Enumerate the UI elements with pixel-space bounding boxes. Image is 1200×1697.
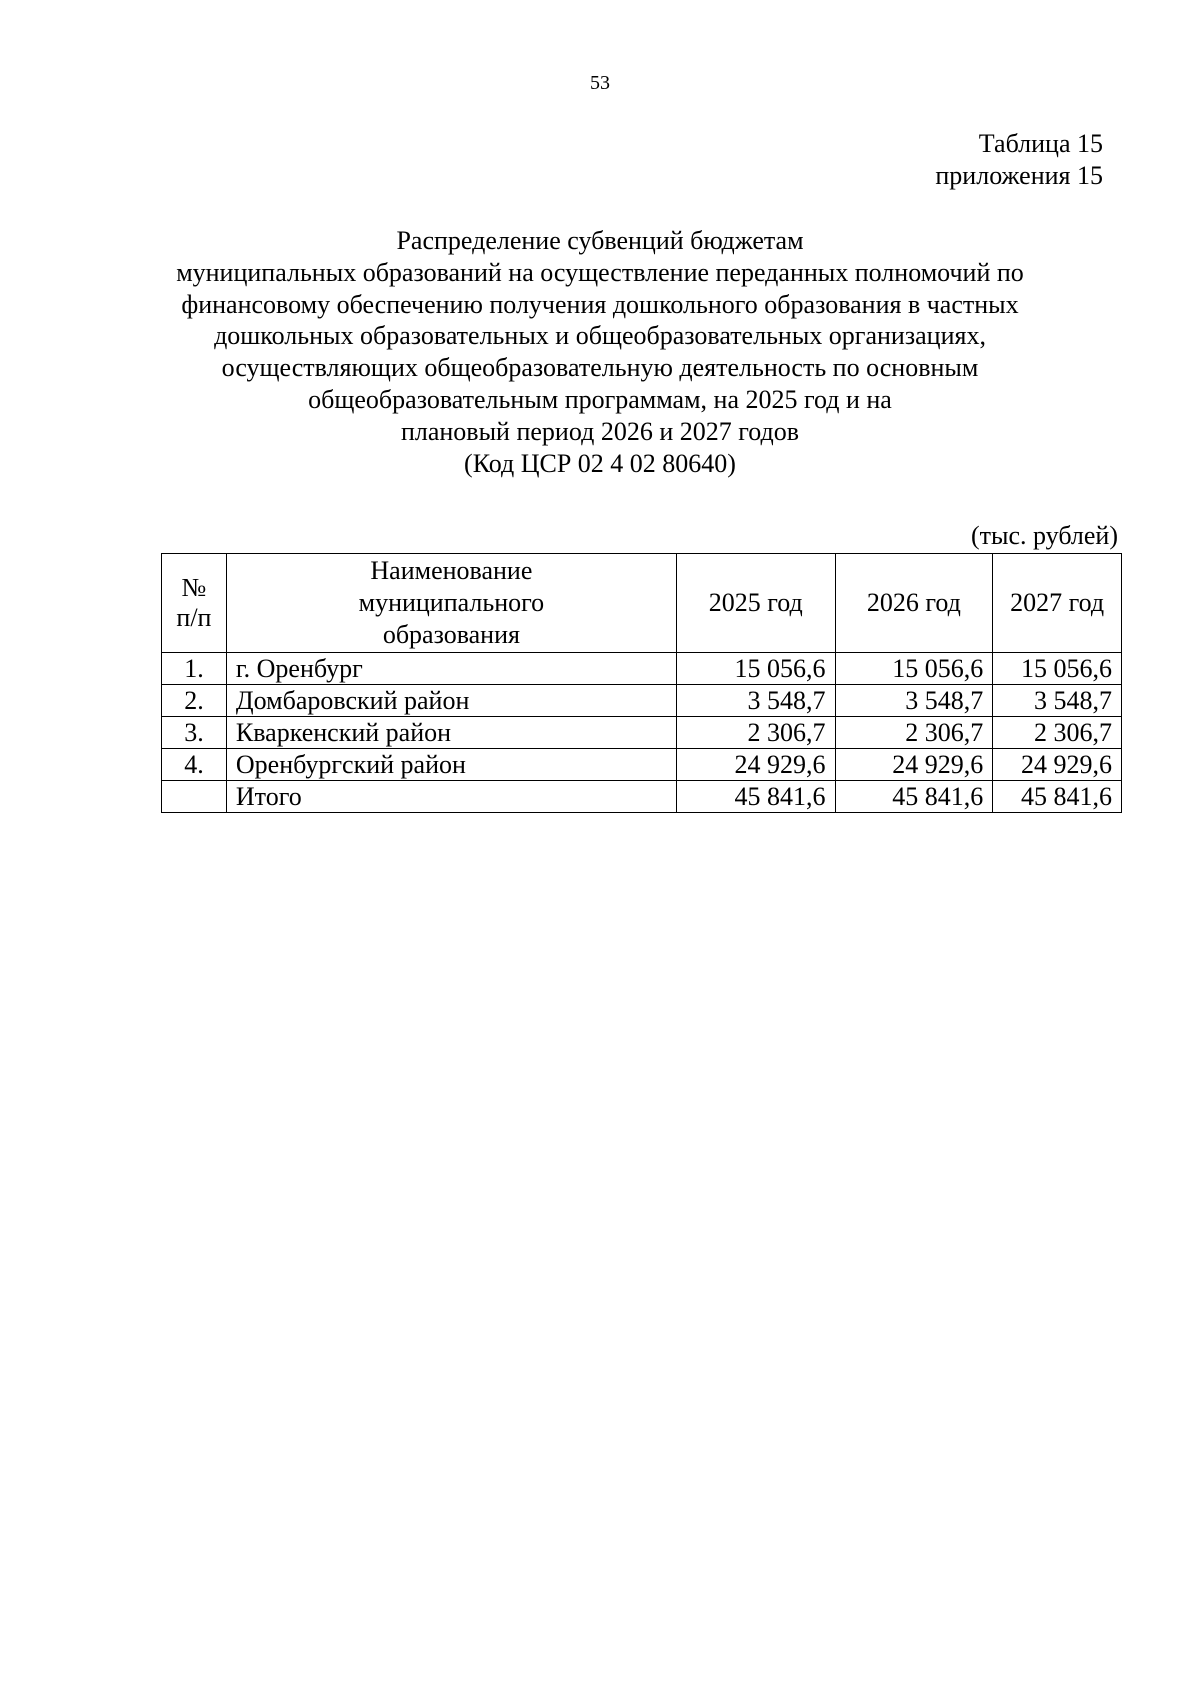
row-value-2027: 15 056,6: [993, 653, 1122, 685]
header-2026: 2026 год: [835, 554, 993, 653]
row-number: 2.: [162, 685, 227, 717]
total-value-2027: 45 841,6: [993, 781, 1122, 813]
header-name-line: Наименование: [370, 556, 533, 585]
total-value-2026: 45 841,6: [835, 781, 993, 813]
row-value-2025: 3 548,7: [676, 685, 835, 717]
row-value-2026: 24 929,6: [835, 749, 993, 781]
table-reference-line-2: приложения 15: [935, 161, 1103, 190]
row-value-2027: 2 306,7: [993, 717, 1122, 749]
row-value-2025: 2 306,7: [676, 717, 835, 749]
table-total-row: [162, 781, 1122, 813]
row-number: 4.: [162, 749, 227, 781]
table-row: [162, 749, 1122, 781]
table-row: [162, 653, 1122, 685]
row-number: 3.: [162, 717, 227, 749]
row-value-2026: 3 548,7: [835, 685, 993, 717]
row-name: Домбаровский район: [226, 685, 676, 717]
title-line: дошкольных образовательных и общеобразовательных организациях,: [214, 321, 986, 351]
title-line: плановый период 2026 и 2027 годов: [400, 416, 800, 446]
header-number: [162, 554, 227, 653]
table-row: [162, 717, 1122, 749]
header-name: [226, 554, 676, 653]
table-reference: [935, 128, 1103, 192]
unit-note: (тыс. рублей): [970, 521, 1118, 550]
header-name-line: образования: [382, 620, 520, 649]
title-line: общеобразовательным программам, на 2025 год и на: [308, 384, 892, 414]
row-value-2027: 3 548,7: [993, 685, 1122, 717]
title-line: (Код ЦСР 02 4 02 80640): [464, 448, 736, 478]
header-2027: 2027 год: [993, 554, 1122, 653]
table-header-row: [162, 554, 1122, 653]
table-row: [162, 685, 1122, 717]
row-name: Оренбургский район: [226, 749, 676, 781]
title-line: осуществляющих общеобразовательную деятельность по основным: [221, 353, 979, 383]
header-2025: 2025 год: [676, 554, 835, 653]
title-line: муниципальных образований на осуществление переданных полномочий по: [176, 257, 1024, 287]
row-value-2026: 15 056,6: [835, 653, 993, 685]
row-number: 1.: [162, 653, 227, 685]
row-value-2026: 2 306,7: [835, 717, 993, 749]
header-number-line: п/п: [176, 603, 212, 632]
total-label: Итого: [226, 781, 676, 813]
row-name: Кваркенский район: [226, 717, 676, 749]
total-number: [162, 781, 227, 813]
subvention-table: [161, 553, 1122, 813]
document-title: [150, 225, 1050, 479]
total-value-2025: 45 841,6: [676, 781, 835, 813]
row-value-2027: 24 929,6: [993, 749, 1122, 781]
header-name-line: муниципального: [358, 588, 545, 617]
row-value-2025: 15 056,6: [676, 653, 835, 685]
page-number: 53: [590, 72, 610, 94]
table-reference-line-1: Таблица 15: [978, 129, 1103, 158]
row-name: г. Оренбург: [226, 653, 676, 685]
header-number-line: №: [181, 573, 207, 602]
row-value-2025: 24 929,6: [676, 749, 835, 781]
title-line: финансовому обеспечению получения дошкольного образования в частных: [181, 289, 1019, 319]
title-line: Распределение субвенций бюджетам: [396, 226, 804, 255]
